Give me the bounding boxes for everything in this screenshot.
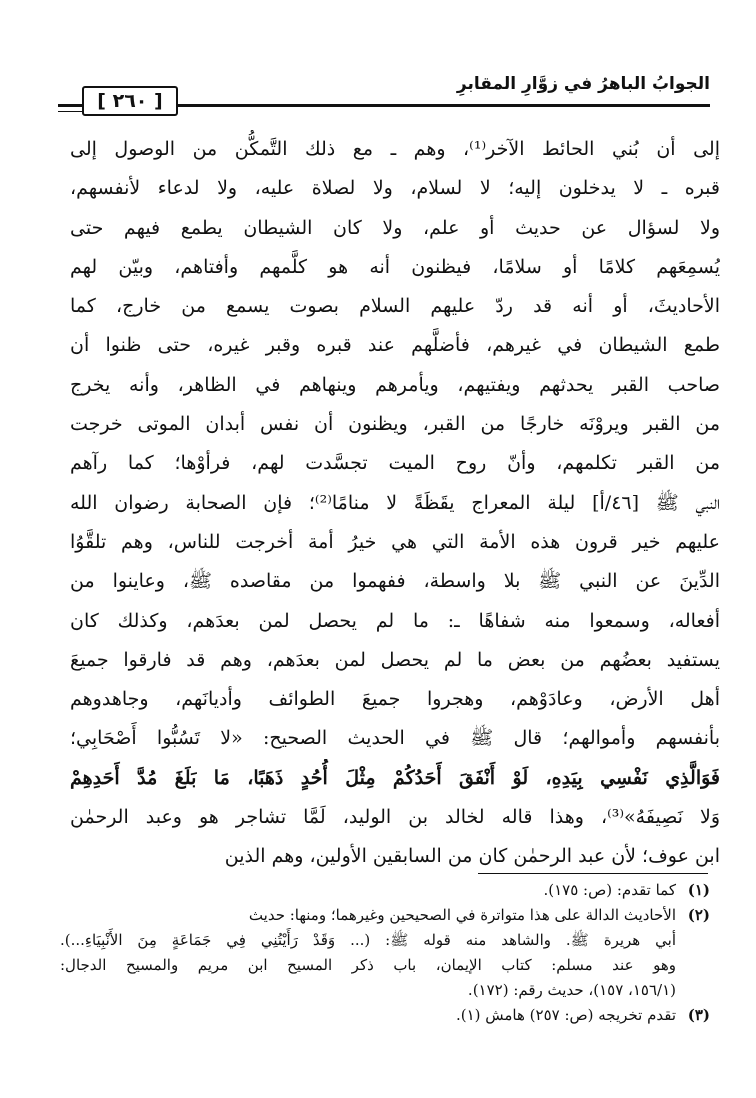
text-line: صاحب القبر يحدثهم ويفتيهم، ويأمرهم وينهاهم في الظاهر، وأنه يخرج bbox=[70, 373, 720, 396]
text-line: النبي ﷺ [٤٦/أ] ليلة المعراج يقَظَةً لا منامًا⁽²⁾؛ فإن الصحابة رضوان الله bbox=[70, 491, 720, 514]
hadith-line: فَوَالَّذِي نَفْسِي بِيَدِهِ، لَوْ أَنْفَقَ أَحَدُكُمْ مِثْلَ أُحُدٍ ذَهَبًا، مَا بَلَغَ مُدَّ أَحَدِهِمْ bbox=[70, 766, 720, 789]
text-line: إلى أن بُني الحائط الآخر⁽¹⁾، وهم ـ مع ذلك التَّمكُّن من الوصول إلى bbox=[70, 138, 720, 160]
text-line: الدِّينَ عن النبي ﷺ بلا واسطة، ففهموا من مقاصده ﷺ، وعاينوا من bbox=[70, 570, 720, 593]
text-line: أفعاله، وسمعوا منه شفاهًا ـ: ما لم يحصل لمن بعدَهم، وكذلك كان bbox=[70, 609, 720, 632]
footnotes bbox=[60, 878, 710, 1028]
footnote-text: الأحاديث الدالة على هذا متواترة في الصحيحين وغيرهما؛ ومنها: حديث bbox=[248, 906, 676, 924]
text-line: يُسمِعَهم كلامًا أو سلامًا، فيظنون أنه هو كلَّمهم وأفتاهم، وبيّن لهم bbox=[70, 255, 720, 278]
text-line: من القبر تكلمهم، وأنّ روح الميت تجسَّدت لهم، فرأوْها؛ كما رآهم bbox=[70, 452, 720, 475]
footnote-number: (٢) bbox=[687, 906, 710, 924]
page-number: [ ٢٦٠ ] bbox=[82, 86, 178, 116]
text-line: ولا لسؤال عن حديث أو علم، ولا كان الشيطان يطمع فيهم حتى bbox=[70, 216, 720, 239]
footnote-continuation: أبي هريرة ﷺ. والشاهد منه قوله ﷺ: (... وَقَدْ رَأَيْتُنِي فِي جَمَاعَةٍ مِنَ الأَنْبِيَاءِ...). bbox=[60, 931, 676, 949]
text-line: من القبر ويروْنَه خارجًا من القبر، ويظنون أن نفس أبدان الموتى خرجت bbox=[70, 413, 720, 436]
footnote bbox=[60, 903, 710, 928]
text-line: ابن عوف؛ لأن عبد الرحمٰن كان من السابقين الأولين، وهم الذين bbox=[224, 845, 720, 868]
running-title: الجوابُ الباهرُ في زوَّارِ المقابرِ bbox=[456, 74, 710, 94]
page-header bbox=[58, 70, 710, 118]
footnote-continuation: (١٥٦/١، ١٥٧)، حديث رقم: (١٧٢). bbox=[467, 981, 676, 999]
text-line: يستفيد بعضُهم من بعض ما لم يحصل لمن بعدَهم، وهم قد فارقوا جميعَ bbox=[70, 648, 720, 671]
text-line: بأنفسهم وأموالهم؛ قال ﷺ في الحديث الصحيح: «لا تَسُبُّوا أَصْحَابِي؛ bbox=[70, 727, 720, 750]
footnote bbox=[60, 1003, 710, 1028]
text-line: أهل الأرض، وعادَوْهم، وهجروا جميعَ الطوائف وأديانَهم، وجاهدوهم bbox=[70, 688, 720, 711]
text-line: وَلا نَصِيفَهُ»⁽³⁾، وهذا قاله لخالد بن الوليد، لَمَّا تشاجر هو وعبد الرحمٰن bbox=[70, 806, 720, 829]
footnote-text: تقدم تخريجه (ص: ٢٥٧) هامش (١). bbox=[455, 1006, 676, 1024]
footnote-continuation: وهو عند مسلم: كتاب الإيمان، باب ذكر المسيح ابن مريم والمسيح الدجال: bbox=[60, 956, 676, 974]
text-line: الأحاديثَ، أو أنه قد ردّ عليهم السلام بصوت يسمع من خارج، كما bbox=[70, 295, 720, 318]
footnote bbox=[60, 878, 710, 903]
text-line: قبره ـ لا يدخلون إليه؛ لا لسلام، ولا لصلاة عليه، ولا لدعاء لأنفسهم، bbox=[70, 177, 720, 200]
text-line: عليهم خير قرون هذه الأمة التي هي خيرُ أمة أخرجت للناس، وهم تلقَّوُا bbox=[70, 530, 720, 553]
footnote-separator bbox=[478, 873, 708, 874]
text-line: طمع الشيطان في غيرهم، فأضلَّهم عند قبره وقبر غيره، حتى ظنوا أن bbox=[70, 334, 720, 357]
main-text bbox=[70, 130, 720, 877]
footnote-number: (٣) bbox=[687, 1006, 710, 1024]
footnote-number: (١) bbox=[687, 881, 710, 899]
footnote-text: كما تقدم: (ص: ١٧٥). bbox=[543, 881, 676, 899]
